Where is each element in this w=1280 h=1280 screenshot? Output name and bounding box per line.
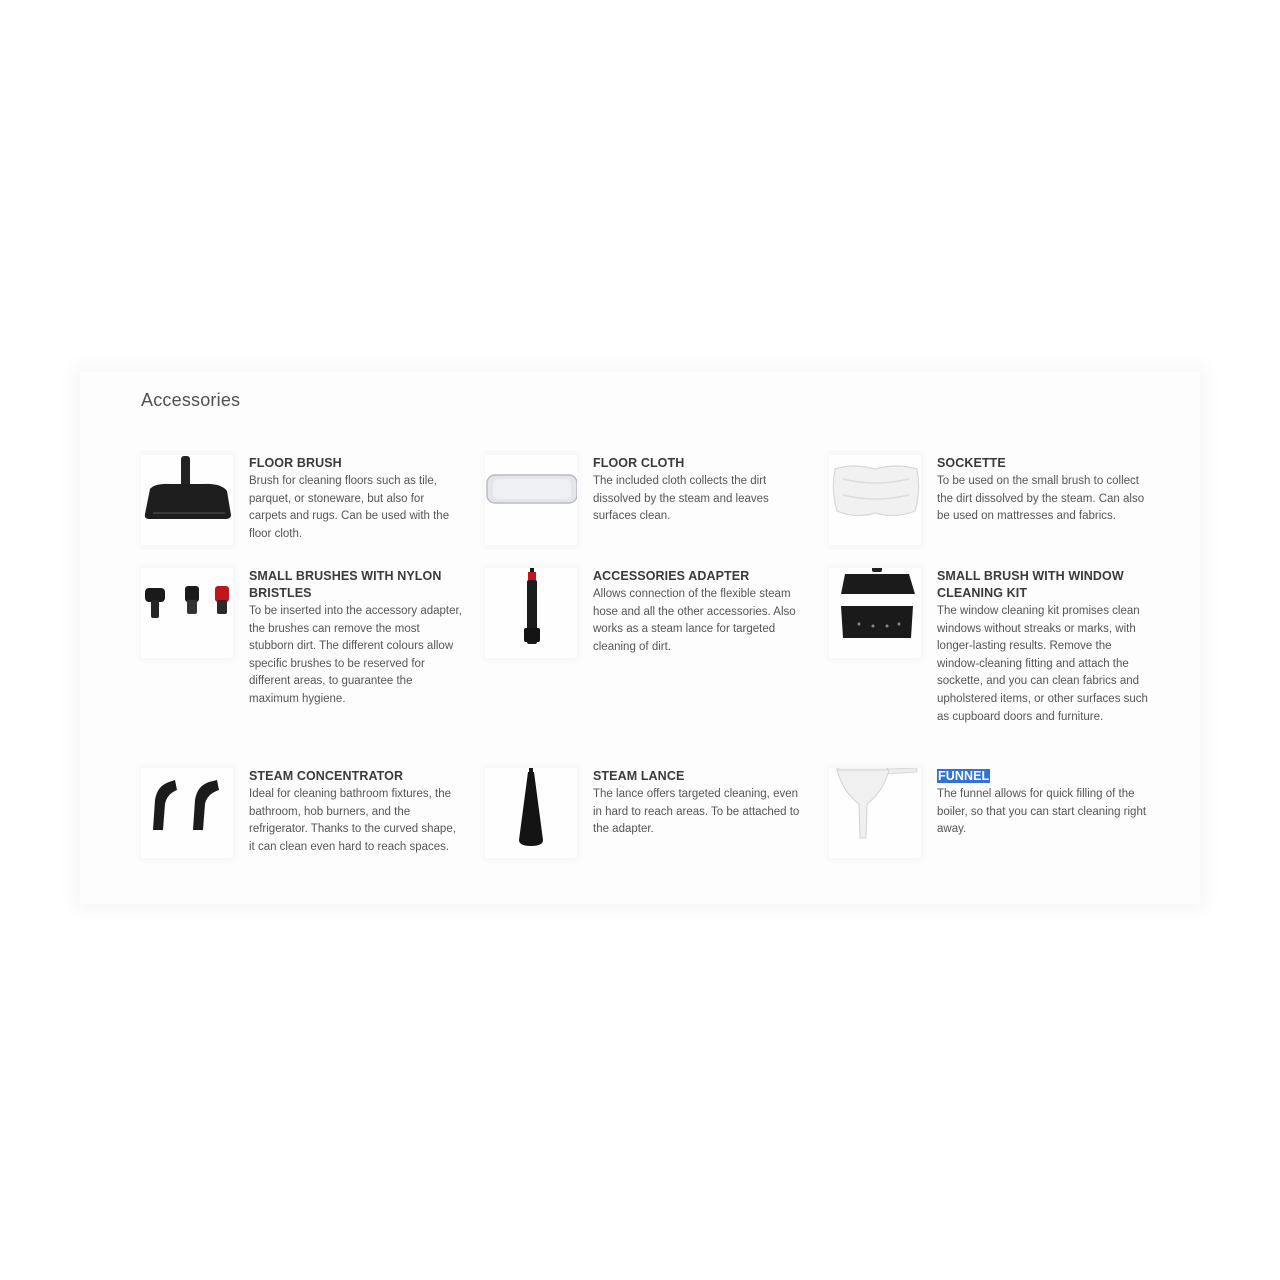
sockette-icon — [829, 455, 921, 545]
funnel-icon — [829, 768, 921, 858]
item-description: To be inserted into the accessory adapter, the brushes can remove the most stubborn dirt. The different colours allow specific brushes to be reserved for different areas, to guarantee the maximum hygiene. — [249, 605, 462, 705]
item-description: To be used on the small brush to collect the dirt dissolved by the steam. Can also be used on mattresses and fabrics. — [937, 475, 1145, 523]
item-description: The lance offers targeted cleaning, even in hard to reach areas. To be attached to the adapter. — [593, 788, 800, 836]
steam-concentrator-image — [141, 768, 233, 858]
section-title: Accessories — [141, 390, 241, 410]
item-description: Allows connection of the flexible steam hose and all the other accessories. Also works as a steam lance for targeted cleaning of dirt. — [593, 588, 796, 653]
steam-lance-icon — [485, 768, 577, 858]
floor-cloth-icon — [485, 455, 577, 545]
item-title: SMALL BRUSH WITH WINDOW CLEANING KIT — [937, 569, 1124, 600]
item-title: STEAM CONCENTRATOR — [249, 769, 404, 783]
steam-concentrator-icon — [141, 768, 233, 858]
item-title: STEAM LANCE — [593, 769, 685, 783]
nylon-brushes-image — [141, 568, 233, 658]
steam-lance-image — [485, 768, 577, 858]
sockette-image — [829, 455, 921, 545]
item-description: The window cleaning kit promises clean windows without streaks or marks, with longer-lasting results. Remove the window-cleaning fitting and attach the sockette, and you can clean fabrics and upholstered items, or other surfaces such as cupboard doors and furniture. — [937, 605, 1148, 723]
item-title: FLOOR BRUSH — [249, 456, 342, 470]
item-title: SOCKETTE — [937, 456, 1006, 470]
funnel-image — [829, 768, 921, 858]
item-title: FLOOR CLOTH — [593, 456, 685, 470]
selected-text[interactable]: FUNNEL — [938, 769, 990, 783]
window-kit-icon — [829, 568, 921, 658]
item-title: ACCESSORIES ADAPTER — [593, 569, 750, 583]
item-description: The included cloth collects the dirt dissolved by the steam and leaves surfaces clean. — [593, 475, 769, 523]
nylon-brushes-icon — [141, 568, 233, 658]
floor-brush-icon — [141, 455, 233, 545]
item-title: SMALL BRUSHES WITH NYLON BRISTLES — [249, 569, 442, 600]
item-description: The funnel allows for quick filling of the boiler, so that you can start cleaning right away. — [937, 788, 1147, 836]
window-kit-image — [829, 568, 921, 658]
item-title[interactable] — [937, 768, 1152, 785]
adapter-image — [485, 568, 577, 658]
floor-brush-image — [141, 455, 233, 545]
item-description: Ideal for cleaning bathroom fixtures, the bathroom, hob burners, and the refrigerator. Thanks to the curved shape, it can clean even hard to reach spaces. — [249, 788, 456, 853]
adapter-icon — [485, 568, 577, 658]
item-description: Brush for cleaning floors such as tile, parquet, or stoneware, but also for carpets and rugs. Can be used with the floor cloth. — [249, 475, 450, 540]
floor-cloth-image — [485, 455, 577, 545]
